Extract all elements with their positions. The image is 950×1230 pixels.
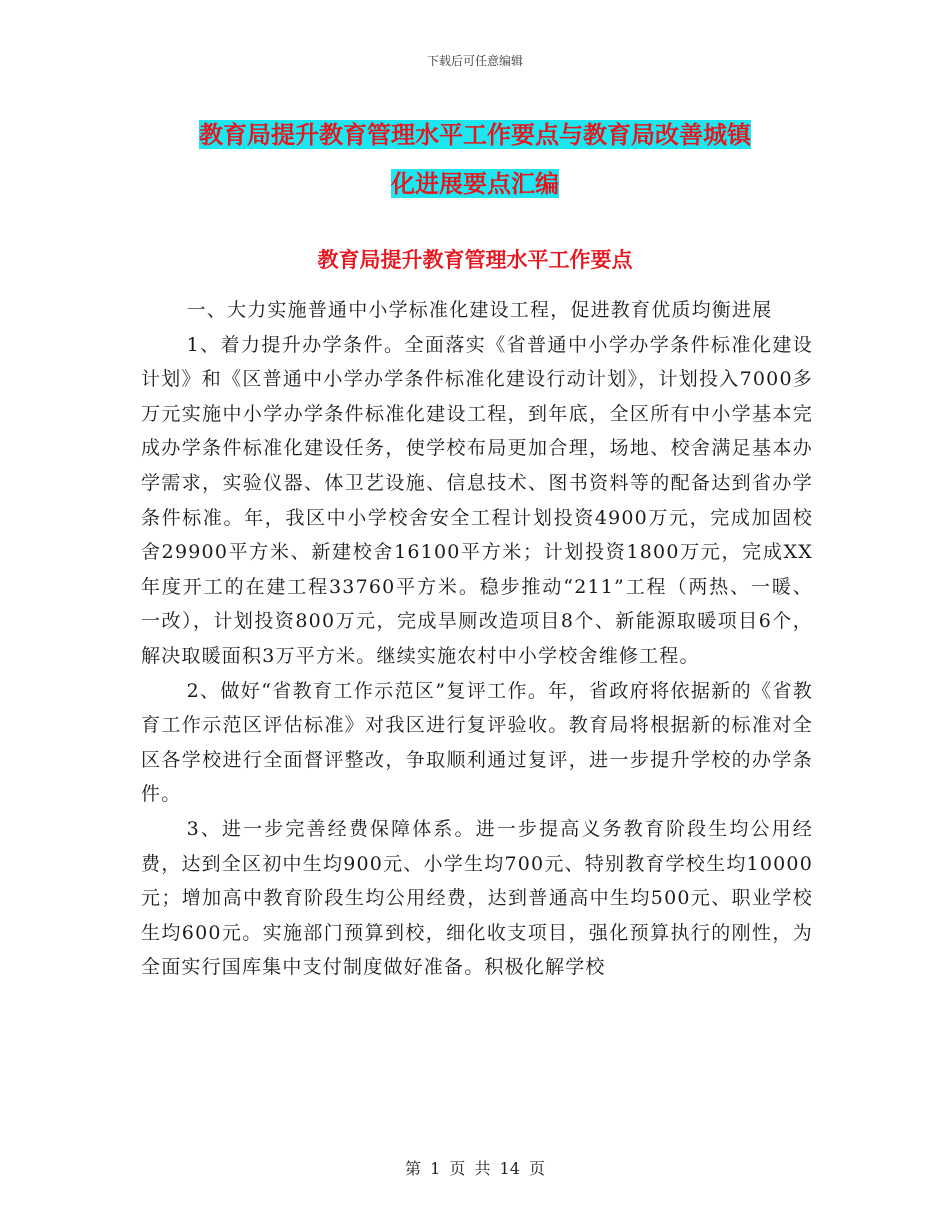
document-title-line-1: 教育局提升教育管理水平工作要点与教育局改善城镇 xyxy=(199,120,751,149)
document-body xyxy=(141,293,813,985)
paragraph-3: 3、进一步完善经费保障体系。进一步提高义务教育阶段生均公用经费，达到全区初中生均900元、小学生均700元、特别教育学校生均10000元；增加高中教育阶段生均公用经费，达到普通高中生均500元、职业学校生均600元。实施部门预算到校，细化收支项目，强化预算执行的刚性，为全面实行国库集中支付制度做好准备。积极化解学校 xyxy=(141,817,813,979)
paragraph-heading-1: 一、大力实施普通中小学标准化建设工程，促进教育优质均衡进展 xyxy=(186,299,773,321)
page-header-note: 下载后可任意编辑 xyxy=(426,54,523,68)
paragraph-2: 2、做好“省教育工作示范区”复评工作。年，省政府将依据新的《省教育工作示范区评估标准》对我区进行复评验收。教育局将根据新的标准对全区各学校进行全面督评整改，争取顺利通过复评，进一步提升学校的办学条件。 xyxy=(141,679,813,806)
section-title: 教育局提升教育管理水平工作要点 xyxy=(317,247,633,272)
document-title xyxy=(140,110,810,208)
document-title-line-2: 化进展要点汇编 xyxy=(391,169,559,198)
paragraph-1: 1、着力提升办学条件。全面落实《省普通中小学办学条件标准化建设计划》和《区普通中小学办学条件标准化建设行动计划》，计划投入7000多万元实施中小学办学条件标准化建设工程，到年底，全区所有中小学基本完成办学条件标准化建设任务，使学校布局更加合理，场地、校舍满足基本办学需求，实验仪器、体卫艺设施、信息技术、图书资料等的配备达到省办学条件标准。年，我区中小学校舍安全工程计划投资4900万元，完成加固校舍29900平方米、新建校舍16100平方米；计划投资1800万元，完成XX年度开工的在建工程33760平方米。稳步推动“211”工程（两热、一暖、一改），计划投资800万元，完成旱厕改造项目8个、新能源取暖项目6个，解决取暖面积3万平方米。继续实施农村中小学校舍维修工程。 xyxy=(141,333,813,667)
page-number: 第 1 页 共 14 页 xyxy=(405,1159,545,1178)
